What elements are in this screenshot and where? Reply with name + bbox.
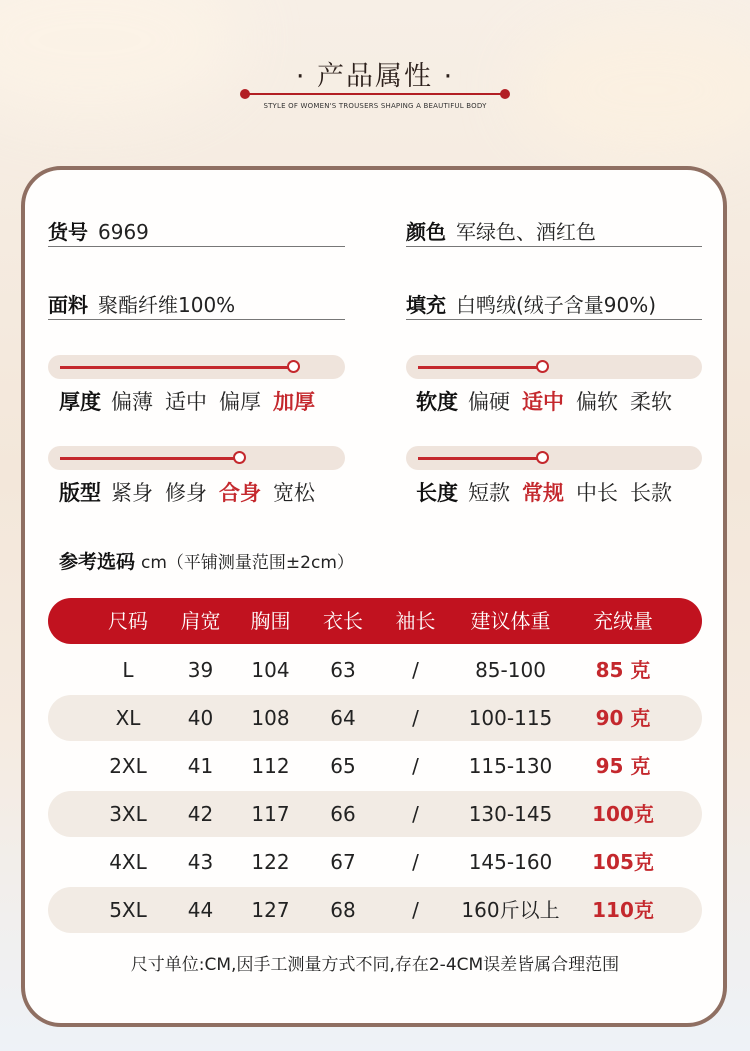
header-cell: 建议体重 <box>470 609 551 633</box>
size-cell: 4XL <box>109 850 147 874</box>
underline-dot-left <box>240 89 250 99</box>
chest-cell: 104 <box>251 658 290 682</box>
attr-key: 填充 <box>406 293 446 317</box>
scale-label: 长度 <box>416 481 458 505</box>
length-cell: 63 <box>330 658 356 682</box>
shoulder-cell: 44 <box>187 898 214 922</box>
attr-value: 白鸭绒(绒子含量90%) <box>456 293 657 317</box>
table-row <box>48 695 702 741</box>
scale-option: 紧身 <box>111 481 153 505</box>
scale-option: 修身 <box>165 481 207 505</box>
attr-key: 货号 <box>48 220 88 244</box>
length-options <box>416 477 684 507</box>
scale-option: 适中 <box>165 390 207 414</box>
weight-cell: 100-115 <box>468 706 553 730</box>
attr-value: 聚酯纤维100% <box>98 293 236 317</box>
attr-key: 颜色 <box>406 220 446 244</box>
size-cell: 3XL <box>109 802 147 826</box>
header-cell: 充绒量 <box>593 609 653 633</box>
attr-color <box>406 216 702 247</box>
length-slider <box>406 446 702 470</box>
table-row <box>48 647 702 693</box>
down-fill-cell: 90 克 <box>595 706 651 730</box>
length-cell: 64 <box>330 706 356 730</box>
slider-fill <box>418 366 543 369</box>
scale-label: 软度 <box>416 390 458 414</box>
scale-option: 偏厚 <box>219 390 261 414</box>
length-cell: 66 <box>330 802 356 826</box>
table-row <box>48 839 702 885</box>
underline-dot-right <box>500 89 510 99</box>
weight-cell: 145-160 <box>468 850 553 874</box>
size-cell: 2XL <box>109 754 147 778</box>
sleeve-cell: / <box>412 850 419 874</box>
slider-knob <box>287 360 300 373</box>
attr-value: 6969 <box>98 220 149 244</box>
header-cell: 袖长 <box>395 609 436 633</box>
weight-cell: 160斤以上 <box>461 898 560 922</box>
scale-option: 偏薄 <box>111 390 153 414</box>
chest-cell: 112 <box>251 754 290 778</box>
scale-option: 常规 <box>522 481 564 505</box>
down-fill-cell: 100克 <box>592 802 654 826</box>
table-row <box>48 887 702 933</box>
softness-options <box>416 386 684 416</box>
down-fill-cell: 85 克 <box>595 658 651 682</box>
slider-knob <box>536 360 549 373</box>
attr-filling <box>406 289 702 320</box>
table-row <box>48 743 702 789</box>
chest-cell: 117 <box>251 802 290 826</box>
scale-option: 短款 <box>468 481 510 505</box>
scale-option: 宽松 <box>273 481 315 505</box>
scale-label: 厚度 <box>59 390 101 414</box>
fit-options <box>59 477 327 507</box>
length-cell: 67 <box>330 850 356 874</box>
shoulder-cell: 39 <box>187 658 214 682</box>
page-title: · 产品属性 · <box>295 61 455 92</box>
size-table-header <box>48 598 702 644</box>
page-subtitle: STYLE OF WOMEN'S TROUSERS SHAPING A BEAUTIFUL BODY <box>263 102 487 110</box>
slider-fill <box>60 457 240 460</box>
attr-fabric <box>48 289 345 320</box>
size-chart-unit-note: cm（平铺测量范围±2cm） <box>141 553 354 573</box>
header-cell: 肩宽 <box>180 609 221 633</box>
weight-cell: 115-130 <box>468 754 553 778</box>
down-fill-cell: 95 克 <box>595 754 651 778</box>
sleeve-cell: / <box>412 658 419 682</box>
sleeve-cell: / <box>412 706 419 730</box>
length-cell: 65 <box>330 754 356 778</box>
chest-cell: 108 <box>251 706 290 730</box>
thickness-options <box>59 386 327 416</box>
weight-cell: 85-100 <box>475 658 546 682</box>
shoulder-cell: 40 <box>187 706 214 730</box>
attr-item-no <box>48 216 345 247</box>
sleeve-cell: / <box>412 802 419 826</box>
sleeve-cell: / <box>412 898 419 922</box>
scale-option: 适中 <box>522 390 564 414</box>
attr-key: 面料 <box>48 293 88 317</box>
scale-option: 加厚 <box>273 390 315 414</box>
header-cell: 胸围 <box>250 609 291 633</box>
fit-slider <box>48 446 345 470</box>
size-cell: 5XL <box>109 898 147 922</box>
attr-value: 军绿色、酒红色 <box>456 220 596 244</box>
scale-option: 偏软 <box>576 390 618 414</box>
shoulder-cell: 41 <box>187 754 214 778</box>
measurement-note: 尺寸单位:CM,因手工测量方式不同,存在2-4CM误差皆属合理范围 <box>130 955 620 975</box>
slider-fill <box>60 366 294 369</box>
header-cell: 衣长 <box>323 609 363 633</box>
slider-knob <box>233 451 246 464</box>
weight-cell: 130-145 <box>468 802 553 826</box>
down-fill-cell: 105克 <box>592 850 654 874</box>
size-cell: L <box>122 658 134 682</box>
header-cell: 尺码 <box>108 609 148 633</box>
chest-cell: 127 <box>251 898 290 922</box>
size-chart-heading: 参考选码 <box>59 551 136 573</box>
scale-option: 柔软 <box>630 390 672 414</box>
table-row <box>48 791 702 837</box>
scale-label: 版型 <box>59 481 101 505</box>
scale-option: 中长 <box>576 481 618 505</box>
softness-slider <box>406 355 702 379</box>
title-underline <box>244 93 506 95</box>
scale-option: 合身 <box>219 481 261 505</box>
scale-option: 偏硬 <box>468 390 510 414</box>
down-fill-cell: 110克 <box>592 898 654 922</box>
scale-option: 长款 <box>630 481 672 505</box>
shoulder-cell: 43 <box>187 850 214 874</box>
length-cell: 68 <box>330 898 356 922</box>
shoulder-cell: 42 <box>187 802 214 826</box>
chest-cell: 122 <box>251 850 290 874</box>
slider-fill <box>418 457 543 460</box>
size-cell: XL <box>115 706 141 730</box>
sleeve-cell: / <box>412 754 419 778</box>
thickness-slider <box>48 355 345 379</box>
size-chart-title <box>59 547 354 574</box>
slider-knob <box>536 451 549 464</box>
